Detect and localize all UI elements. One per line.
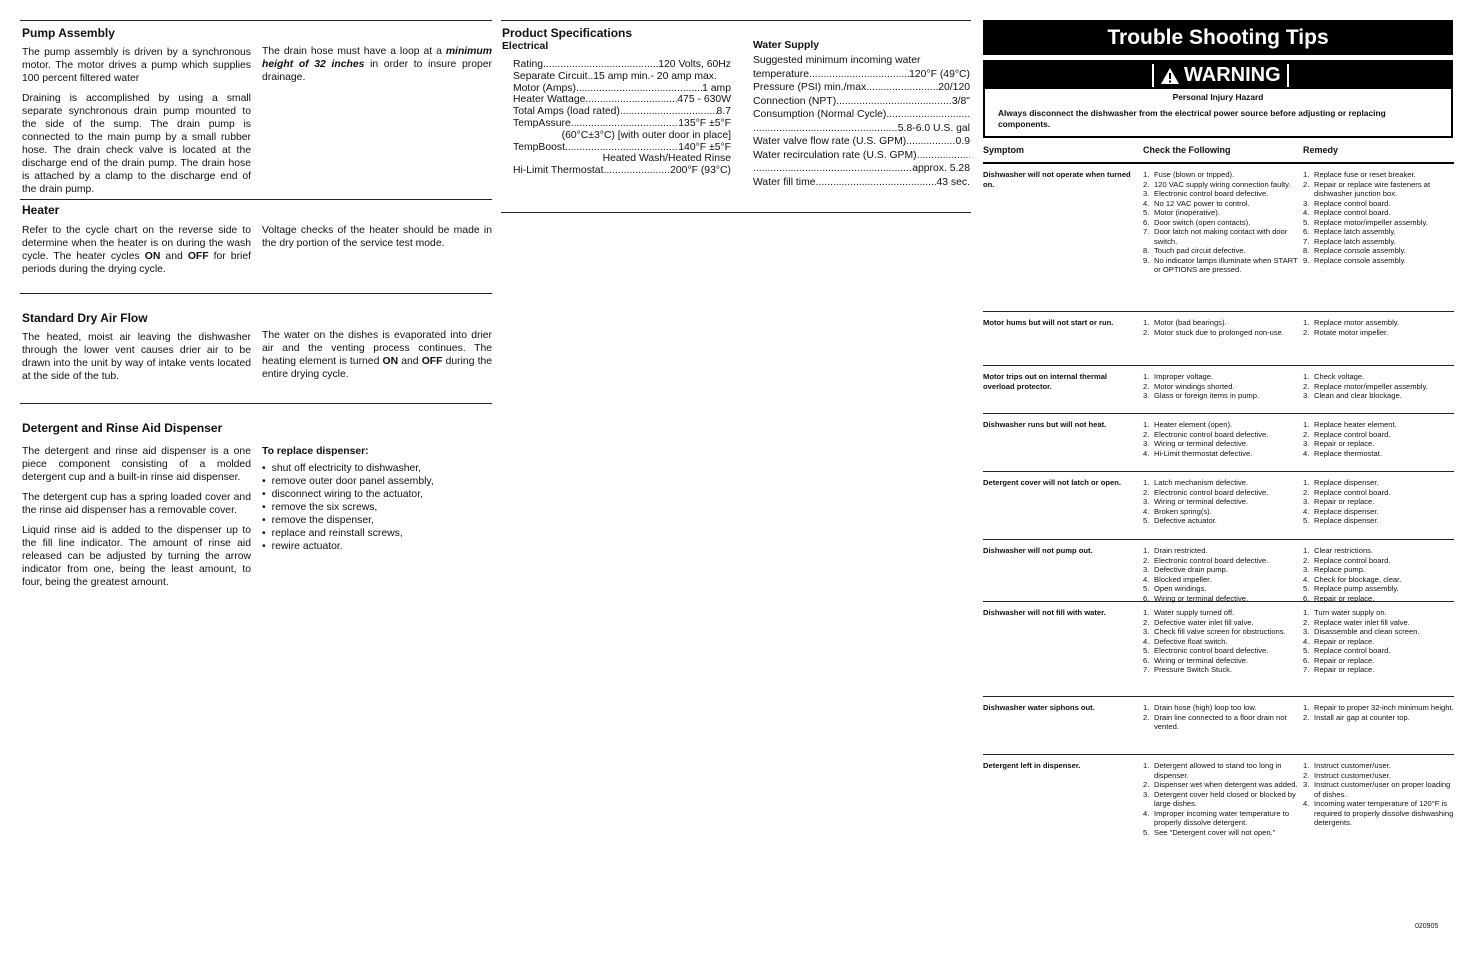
spec-water-pressure: Pressure (PSI) min./max. ..... 20/120 <box>753 81 970 95</box>
electrical-heading: Electrical <box>502 41 549 52</box>
remedy-list <box>1303 478 1454 526</box>
symptom-cell: Dishwasher runs but will not heat. <box>983 420 1107 429</box>
list-item: 3. Clean and clear blockage. <box>1303 391 1402 400</box>
list-item: 2. Motor windings shorted. <box>1143 381 1235 391</box>
table-row <box>983 414 1454 472</box>
list-item: 1. Detergent allowed to stand too long in dispenser. <box>1143 761 1282 780</box>
list-item: 5. Defective actuator. <box>1143 516 1217 525</box>
remedy-cell <box>1303 318 1454 365</box>
spec-water-recirc-val: ..... approx. 5.28 <box>753 162 970 176</box>
table-row <box>983 164 1454 312</box>
remedy-list <box>1303 761 1454 828</box>
list-item: 2. Install air gap at counter top. <box>1303 712 1410 722</box>
list-item: 8. Touch pad circuit defective. <box>1143 246 1246 255</box>
check-cell <box>1143 372 1303 413</box>
rule-dry <box>20 293 492 294</box>
rule-heater <box>20 199 492 200</box>
list-item: 1. Latch mechanism defective. <box>1143 478 1249 487</box>
list-item: 3. Replace pump. <box>1303 565 1366 574</box>
dry-r1: The water on the dishes is evaporated into drier air and the venting process continues. The heating element is turned ON and OFF during the entire drying cycle. <box>262 330 493 380</box>
list-item: 5. Replace control board. <box>1303 646 1391 655</box>
table-row <box>983 602 1454 697</box>
check-list <box>1143 703 1303 732</box>
symptom-cell: Motor hums but will not start or run. <box>983 318 1114 327</box>
list-item: 1. Drain hose (high) loop too low. <box>1143 703 1257 712</box>
list-item: 1. Water supply turned off. <box>1143 608 1235 617</box>
spec-water-1: Suggested minimum incoming water <box>753 55 921 66</box>
list-item: 6. Wiring or terminal defective. <box>1143 655 1249 665</box>
hazard-notice: Always disconnect the dishwasher from the electrical power source before adjusting or replacing components. <box>998 108 1386 129</box>
remedy-cell <box>1303 170 1454 311</box>
list-item: • rewire actuator. <box>262 540 492 553</box>
check-list <box>1143 761 1303 837</box>
list-item: 8. Replace console assembly. <box>1303 246 1406 255</box>
warning-bar <box>985 62 1451 89</box>
remedy-cell <box>1303 546 1454 601</box>
top-rule-middle <box>501 20 971 21</box>
remedy-cell <box>1303 608 1454 696</box>
remedy-cell <box>1303 420 1454 471</box>
spec-water-fill: Water fill time ..... 43 sec. <box>753 176 970 190</box>
warning-label: WARNING <box>1152 64 1289 87</box>
list-item: 2. Rotate motor impeller. <box>1303 327 1389 337</box>
list-item: 1. Fuse (blown or tripped). <box>1143 170 1235 179</box>
spec-tempboost-sub: Heated Wash/Heated Rinse <box>602 153 731 165</box>
list-item: 4. Check for blockage, clear. <box>1303 574 1402 584</box>
list-item: 2. Replace water inlet fill valve. <box>1303 617 1410 627</box>
heater-title: Heater <box>22 203 60 217</box>
footer-code: 020905 <box>1415 923 1439 930</box>
check-cell <box>1143 608 1303 696</box>
check-list <box>1143 318 1303 337</box>
list-item: 2. Repair or replace wire fasteners at dishwasher junction box. <box>1303 179 1431 198</box>
list-item: 2. Motor stuck due to prolonged non-use. <box>1143 327 1285 337</box>
list-item: 5. Replace pump assembly. <box>1303 584 1399 593</box>
check-list <box>1143 420 1303 458</box>
check-cell <box>1143 420 1303 471</box>
spec-water-valve: Water valve flow rate (U.S. GPM) ..... 0.9 <box>753 135 970 149</box>
replace-steps-list <box>262 462 492 553</box>
list-item: 5. Replace motor/impeller assembly. <box>1303 217 1428 227</box>
table-row <box>983 755 1454 870</box>
spec-heater: Heater Wattage ..... 475 - 630W <box>513 94 731 106</box>
list-item: 1. Instruct customer/user. <box>1303 761 1391 770</box>
dispenser-right-text <box>262 445 492 553</box>
remedy-list <box>1303 170 1454 265</box>
list-item: 2. Replace motor/impeller assembly. <box>1303 381 1428 391</box>
warning-box <box>983 60 1453 138</box>
table-row <box>983 472 1454 540</box>
list-item: 3. Electronic control board defective. <box>1143 189 1269 198</box>
list-item: 3. Disassemble and clean screen. <box>1303 627 1420 636</box>
top-rule-left <box>20 20 492 21</box>
list-item: 5. Open windings. <box>1143 584 1207 593</box>
list-item: 2. Dispenser wet when detergent was added. <box>1143 780 1298 789</box>
table-row <box>983 312 1454 366</box>
heater-p1: Refer to the cycle chart on the reverse side to determine when the heater is on during the wash cycle. The heater cycles ON and OFF for brief periods during the drying cycle. <box>22 225 252 275</box>
list-item: 6. Repair or replace. <box>1303 593 1375 603</box>
symptom-cell: Dishwasher water siphons out. <box>983 703 1095 712</box>
list-item: 7. Pressure Switch Stuck. <box>1143 665 1233 674</box>
symptom-cell: Detergent cover will not latch or open. <box>983 478 1121 487</box>
heater-r1: Voltage checks of the heater should be made in the dry portion of the service test mode. <box>262 225 492 249</box>
list-item: 1. Drain restricted. <box>1143 546 1208 555</box>
symptom-cell: Dishwasher will not pump out. <box>983 546 1093 555</box>
pump-p2: Draining is accomplished by using a small separate synchronous drain pump mounted to the side of the sump. The drain pump is connected to the main pump by a small rubber hose. The drain check valve is located at the discharge end of the drain pump. The drain hose is attached by a clamp to the discharge end of the drain pump. <box>22 93 251 195</box>
list-item: 3. Detergent cover held closed or blocked by large dishes. <box>1143 789 1296 808</box>
list-item: 6. Door switch (open contacts). <box>1143 217 1251 227</box>
spec-water-consumption: Consumption (Normal Cycle) ..... <box>753 108 970 122</box>
table-row <box>983 540 1454 602</box>
list-item: 1. Replace dispenser. <box>1303 478 1379 487</box>
symptom-cell: Detergent left in dispenser. <box>983 761 1081 770</box>
check-list <box>1143 546 1303 603</box>
list-item: 4. No 12 VAC power to control. <box>1143 198 1250 208</box>
list-item: 6. Replace latch assembly. <box>1303 227 1396 236</box>
remedy-cell <box>1303 372 1454 413</box>
list-item: 4. Hi-Limit thermostat defective. <box>1143 448 1253 458</box>
list-item: 3. Defective drain pump. <box>1143 565 1228 574</box>
list-item: • shut off electricity to dishwasher, <box>262 462 492 475</box>
list-item: 4. Replace thermostat. <box>1303 448 1382 458</box>
list-item: 9. No indicator lamps illuminate when START or OPTIONS are pressed. <box>1143 255 1298 274</box>
list-item: 7. Replace latch assembly. <box>1303 236 1396 246</box>
list-item: 1. Replace heater element. <box>1303 420 1397 429</box>
list-item: • disconnect wiring to the actuator, <box>262 488 492 501</box>
list-item: 5. Replace dispenser. <box>1303 516 1379 525</box>
spec-motor: Motor (Amps) ..... 1 amp <box>513 83 731 95</box>
remedy-list <box>1303 703 1454 722</box>
table-row <box>983 366 1454 414</box>
list-item: 7. Repair or replace. <box>1303 665 1375 674</box>
electrical-specs <box>513 59 731 177</box>
list-item: 1. Improper voltage. <box>1143 372 1214 381</box>
dry-left-text <box>22 331 251 390</box>
spec-tempboost: TempBoost ..... 140°F ±5°F <box>513 142 731 154</box>
check-cell <box>1143 546 1303 601</box>
list-item: 3. Wiring or terminal defective. <box>1143 439 1249 448</box>
check-list <box>1143 170 1303 275</box>
list-item: 4. Incoming water temperature of 120°F is required to properly dissolve dishwashing detergents. <box>1303 799 1454 827</box>
spec-water-consumption-val: ..... 5.8-6.0 U.S. gal <box>753 122 970 136</box>
replace-dispenser-title: To replace dispenser: <box>262 446 369 457</box>
list-item: 4. Blocked impeller. <box>1143 574 1212 584</box>
list-item: 3. Check fill valve screen for obstructions. <box>1143 627 1286 636</box>
list-item: 1. Replace fuse or reset breaker. <box>1303 170 1416 179</box>
warning-triangle-icon <box>1160 67 1180 85</box>
remedy-list <box>1303 546 1454 603</box>
symptom-cell: Motor trips out on internal thermal overload protector. <box>983 372 1108 391</box>
spec-water-temp: temperature ..... 120°F (49°C) <box>753 68 970 82</box>
spec-circuit: Separate Circuit..15 amp min.- 20 amp max. <box>513 70 717 82</box>
spec-water-connection: Connection (NPT) ..... 3/8" <box>753 95 970 109</box>
list-item: 2. Drain line connected to a floor drain not vented. <box>1143 712 1287 731</box>
pump-p1: The pump assembly is driven by a synchronous motor. The motor drives a pump which supplies 100 percent filtered water <box>22 47 251 84</box>
list-item: 4. Repair or replace. <box>1303 636 1375 646</box>
dispenser-p1: The detergent and rinse aid dispenser is a one piece component consisting of a molded detergent cup and a built-in rinse aid dispenser. <box>22 446 251 483</box>
list-item: 1. Clear restrictions. <box>1303 546 1374 555</box>
list-item: 7. Door latch not making contact with door switch. <box>1143 227 1288 246</box>
dispenser-left-text <box>22 445 251 596</box>
list-item: 1. Replace motor assembly. <box>1303 318 1400 327</box>
check-cell <box>1143 703 1303 754</box>
dispenser-p3: Liquid rinse aid is added to the dispenser up to the fill line indicator. The amount of rinse aid released can be adjusted by turning the arrow indicator from one, being the least amount, to four, being the greatest amount. <box>22 525 251 588</box>
list-item: 3. Wiring or terminal defective. <box>1143 497 1249 506</box>
spec-tempassure-sub: (60°C±3°C) [with outer door in place] <box>561 129 731 141</box>
header-symptom: Symptom <box>983 145 1025 155</box>
water-supply-heading: Water Supply <box>753 40 820 51</box>
pump-title: Pump Assembly <box>22 26 115 40</box>
table-header <box>983 146 1454 164</box>
list-item: 2. Electronic control board defective. <box>1143 487 1269 497</box>
check-cell <box>1143 318 1303 365</box>
list-item: 2. Replace control board. <box>1303 555 1391 565</box>
remedy-list <box>1303 608 1454 675</box>
check-cell <box>1143 761 1303 870</box>
water-specs <box>753 54 970 189</box>
table-row <box>983 697 1454 755</box>
spec-hilimit: Hi-Limit Thermostat ..... 200°F (93°C) <box>513 165 731 177</box>
remedy-cell <box>1303 703 1454 754</box>
spec-water-recirc: Water recirculation rate (U.S. GPM) ..... <box>753 149 970 163</box>
symptom-cell: Dishwasher will not fill with water. <box>983 608 1106 617</box>
dispenser-p2: The detergent cup has a spring loaded cover and the rinse aid dispenser has a removable cover. <box>22 492 251 516</box>
list-item: 3. Instruct customer/user on proper loading of dishes. <box>1303 780 1451 799</box>
table-body <box>983 164 1454 870</box>
check-list <box>1143 608 1303 675</box>
check-list <box>1143 478 1303 526</box>
dry-p1: The heated, moist air leaving the dishwasher through the lower vent causes drier air to be drawn into the unit by way of intake vents located at the side of the tub. <box>22 332 251 382</box>
list-item: 2. Defective water inlet fill valve. <box>1143 617 1254 627</box>
heater-left-text <box>22 224 251 283</box>
list-item: 1. Heater element (open). <box>1143 420 1233 429</box>
list-item: 1. Turn water supply on. <box>1303 608 1387 617</box>
list-item: 5. See "Detergent cover will not open." <box>1143 827 1276 837</box>
pump-right-text <box>262 45 492 91</box>
header-remedy: Remedy <box>1303 145 1339 155</box>
list-item: 4. Replace dispenser. <box>1303 506 1379 516</box>
list-item: 9. Replace console assembly. <box>1303 255 1406 265</box>
list-item: 6. Repair or replace. <box>1303 655 1375 665</box>
symptom-cell: Dishwasher will not operate when turned on. <box>983 170 1131 189</box>
remedy-list <box>1303 420 1454 458</box>
list-item: 2. Replace control board. <box>1303 429 1391 439</box>
specs-bottom-rule <box>501 212 971 213</box>
remedy-list <box>1303 372 1454 401</box>
list-item: • remove the six screws, <box>262 501 492 514</box>
remedy-cell <box>1303 478 1454 539</box>
list-item: 1. Motor (bad bearings). <box>1143 318 1227 327</box>
pump-left-text <box>22 46 251 203</box>
dry-right-text <box>262 329 492 388</box>
specs-title: Product Specifications <box>502 26 633 40</box>
check-list <box>1143 372 1303 401</box>
trouble-shooting-table <box>983 146 1454 870</box>
list-item: 3. Repair or replace. <box>1303 439 1375 448</box>
list-item: 5. Electronic control board defective. <box>1143 646 1269 655</box>
list-item: 4. Replace control board. <box>1303 208 1391 217</box>
list-item: 2. Electronic control board defective. <box>1143 555 1269 565</box>
list-item: 6. Wiring or terminal defective. <box>1143 593 1249 603</box>
list-item: 4. Defective float switch. <box>1143 636 1228 646</box>
list-item: 5. Motor (inoperative). <box>1143 208 1220 217</box>
list-item: 2. 120 VAC supply wiring connection faulty. <box>1143 179 1291 189</box>
spec-total-amps: Total Amps (load rated) ..... 8.7 <box>513 106 731 118</box>
dry-title: Standard Dry Air Flow <box>22 311 148 325</box>
rule-dispenser <box>20 403 492 404</box>
remedy-list <box>1303 318 1454 337</box>
check-cell <box>1143 478 1303 539</box>
list-item: 1. Check voltage. <box>1303 372 1365 381</box>
heater-right-text <box>262 224 492 257</box>
list-item: 4. Broken spring(s). <box>1143 506 1212 516</box>
check-cell <box>1143 170 1303 311</box>
list-item: 2. Replace control board. <box>1303 487 1391 497</box>
list-item: 3. Repair or replace. <box>1303 497 1375 506</box>
spec-tempassure: TempAssure ..... 135°F ±5°F <box>513 118 731 130</box>
list-item: 4. Improper incoming water temperature to properly dissolve detergent. <box>1143 808 1290 827</box>
list-item: • remove the dispenser, <box>262 514 492 527</box>
list-item: • remove outer door panel assembly, <box>262 475 492 488</box>
list-item: 2. Electronic control board defective. <box>1143 429 1269 439</box>
hazard-title: Personal Injury Hazard <box>1172 92 1264 102</box>
remedy-cell <box>1303 761 1454 870</box>
list-item: • replace and reinstall screws, <box>262 527 492 540</box>
trouble-shooting-banner: Trouble Shooting Tips <box>983 20 1453 55</box>
pump-r1: The drain hose must have a loop at a minimum height of 32 inches in order to insure proper drainage. <box>262 46 493 83</box>
list-item: 3. Replace control board. <box>1303 198 1391 208</box>
list-item: 3. Glass or foreign items in pump. <box>1143 391 1260 400</box>
header-check: Check the Following <box>1143 145 1231 155</box>
dispenser-title: Detergent and Rinse Aid Dispenser <box>22 421 223 435</box>
list-item: 1. Repair to proper 32-inch minimum height. <box>1303 703 1454 712</box>
list-item: 2. Instruct customer/user. <box>1303 770 1391 780</box>
spec-rating: Rating ..... 120 Volts, 60Hz <box>513 59 731 71</box>
